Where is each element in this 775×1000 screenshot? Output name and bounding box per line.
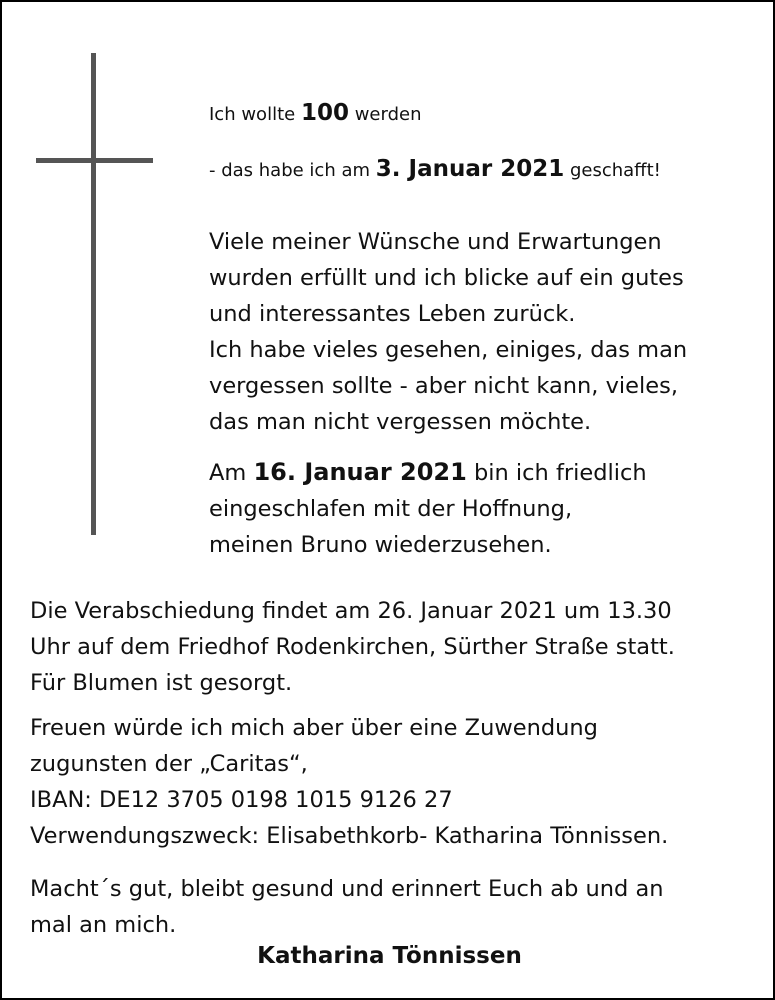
closing-paragraph [30,871,664,943]
donation-paragraph [30,710,668,854]
donation-line: zugunsten der „Caritas“, [30,751,308,777]
reflection-line: und interessantes Leben zurück. [209,301,576,327]
cross-horizontal-bar [36,158,153,163]
reflection-line: Ich habe vieles gesehen, einiges, das man [209,337,688,363]
reflection-line: Viele meiner Wünsche und Erwartungen [209,229,662,255]
closing-line: mal an mich. [30,912,177,938]
intro-line-2 [209,156,661,182]
farewell-line: Die Verabschiedung findet am 26. Januar 2021 um 13.30 [30,598,672,624]
cross-vertical-bar [91,53,96,535]
birthday-date: 3. Januar 2021 [375,156,565,182]
closing-line: Macht´s gut, bleibt gesund und erinnert Euch ab und an [30,876,664,902]
reflection-line: das man nicht vergessen möchte. [209,409,592,435]
intro-line-2-end: geschafft! [569,160,661,181]
reflection-paragraph [209,224,687,440]
intro-line-1 [209,100,421,126]
death-line-1-end: bin ich friedlich [473,460,647,486]
reflection-line: vergessen sollte - aber nicht kann, vieles, [209,373,678,399]
death-line-1 [209,454,647,491]
farewell-line: Für Blumen ist gesorgt. [30,670,293,696]
reflection-line: wurden erfüllt und ich blicke auf ein gutes [209,265,684,291]
intro-line-1-text: Ich wollte [209,104,296,125]
death-line-2: eingeschlafen mit der Hoffnung, [209,496,573,522]
death-date: 16. Januar 2021 [253,458,467,486]
intro-line-2-text: - das habe ich am [209,160,371,181]
farewell-line: Uhr auf dem Friedhof Rodenkirchen, Sürther Straße statt. [30,634,675,660]
intro-line-1-end: werden [354,104,422,125]
farewell-paragraph [30,593,675,701]
death-paragraph [209,454,647,563]
age-hundred: 100 [300,100,349,126]
donation-line: Freuen würde ich mich aber über eine Zuwendung [30,715,598,741]
death-line-3: meinen Bruno wiederzusehen. [209,532,552,558]
death-line-1-start: Am [209,460,247,486]
purpose-line: Verwendungszweck: Elisabethkorb- Katharina Tönnissen. [30,823,669,849]
iban-line: IBAN: DE12 3705 0198 1015 9126 27 [30,787,453,813]
signature-name: Katharina Tönnissen [257,943,522,969]
